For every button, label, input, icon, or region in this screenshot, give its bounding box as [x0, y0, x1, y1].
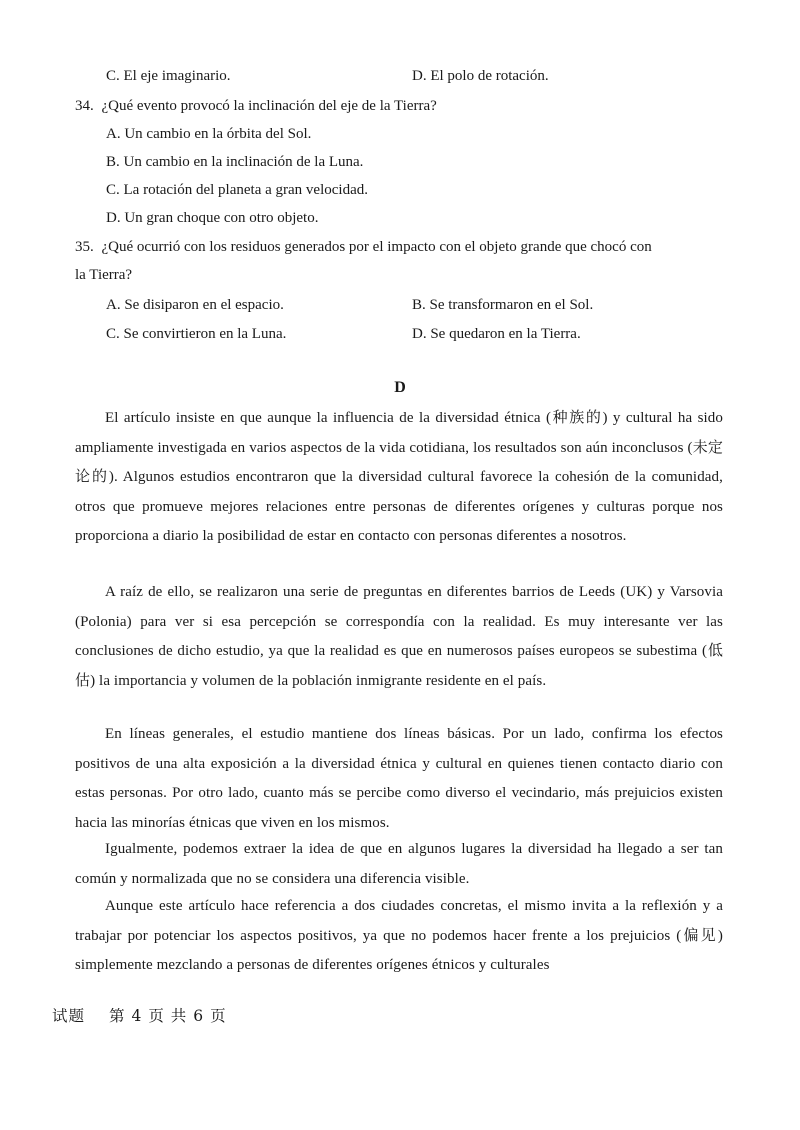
question-number: 35. — [75, 239, 94, 255]
footer-label: 试题 — [52, 1007, 86, 1025]
question-35 — [75, 237, 652, 257]
paragraph-1: El artículo insiste en que aunque la influencia de la diversidad étnica (种族的) y cultural ha sido ampliamente investigada en varios aspectos de la vida cotidiana, los resultados son aún inconclusos (未定论的). Algunos estudios encontraron que la diversidad cultural favorece la cohesión de la comunidad, otros que promueve mejores relaciones entre personas de diferentes orígenes y culturas porque nos proporciona a diario la posibilidad de estar en contacto con personas diferentes a nosotros. — [75, 410, 723, 544]
option-35-c: C. Se convirtieron en la Luna. — [106, 326, 287, 342]
paragraph-2: A raíz de ello, se realizaron una serie de preguntas en diferentes barrios de Leeds (UK) y Varsovia (Polonia) para ver si esa percepción se correspondía con la realidad. Es muy interesante ver las conclusiones de dicho estudio, ya que la realidad es que en numerosos países europeos se subestima (低估) la importancia y volumen de la población inmigrante residente en el país. — [75, 584, 723, 689]
option-34-d: D. Un gran choque con otro objeto. — [106, 210, 319, 226]
option-33-c: C. El eje imaginario. — [106, 68, 231, 84]
paragraph-3: En líneas generales, el estudio mantiene dos líneas básicas. Por un lado, confirma los efectos positivos de una alta exposición a la diversidad étnica y cultural en quienes tienen contacto diario con estas personas. Por otro lado, cuanto más se percibe como diverso el vecindario, más prejuicios existen hacia las minorías étnicas que viven en los mismos. — [75, 726, 723, 831]
option-34-b: B. Un cambio en la inclinación de la Luna. — [106, 154, 364, 170]
question-number: 34. — [75, 98, 94, 114]
question-text: ¿Qué evento provocó la inclinación del eje de la Tierra? — [101, 98, 437, 114]
paragraph-5: Aunque este artículo hace referencia a dos ciudades concretas, el mismo invita a la reflexión y a trabajar por potenciar los aspectos positivos, ya que no podemos hacer frente a los prejuicios (偏见) simplemente mezclando a personas de diferentes orígenes étnicos y culturales — [75, 898, 723, 973]
option-35-a: A. Se disiparon en el espacio. — [106, 297, 284, 313]
option-35-b: B. Se transformaron en el Sol. — [412, 297, 594, 313]
option-34-a: A. Un cambio en la órbita del Sol. — [106, 126, 312, 142]
page-number: 第 4 页 共 6 页 — [108, 1007, 227, 1025]
option-34-c: C. La rotación del planeta a gran velocidad. — [106, 182, 368, 198]
option-35-d: D. Se quedaron en la Tierra. — [412, 326, 581, 342]
section-title: D — [394, 379, 406, 396]
question-text: ¿Qué ocurrió con los residuos generados por el impacto con el objeto grande que chocó con — [101, 239, 652, 255]
paragraph-4: Igualmente, podemos extraer la idea de que en algunos lugares la diversidad ha llegado a ser tan común y normalizada que no se considera una diferencia visible. — [75, 841, 723, 887]
question-35-continued: la Tierra? — [75, 267, 133, 283]
option-33-d: D. El polo de rotación. — [412, 68, 549, 84]
question-34 — [75, 96, 437, 116]
page-footer — [52, 1006, 227, 1026]
